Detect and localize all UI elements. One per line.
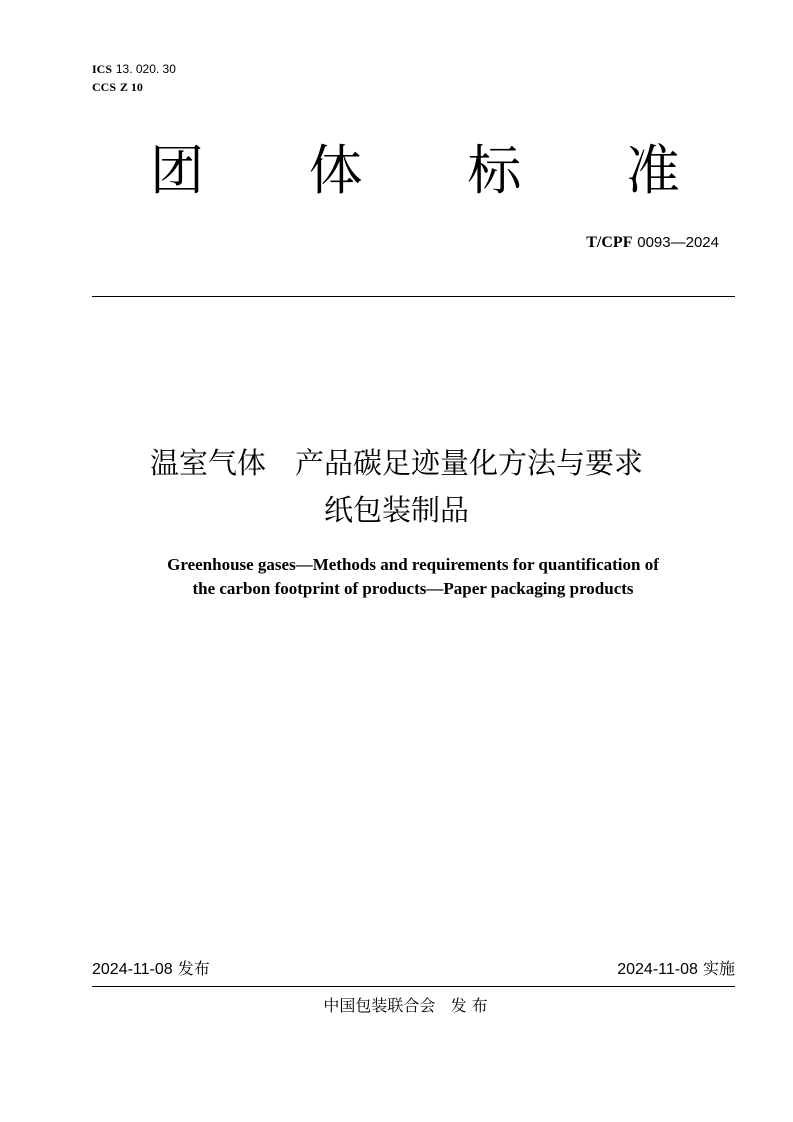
ccs-value: Z 10 xyxy=(119,80,143,94)
ics-code xyxy=(92,60,176,78)
chinese-title-line-2: 纸包装制品 xyxy=(323,493,469,527)
ccs-label: CCS xyxy=(92,80,117,94)
standard-type-char: 标 xyxy=(467,139,522,202)
english-title-line-2: the carbon footprint of products—Paper packaging products xyxy=(192,579,634,598)
publisher-action: 发 布 xyxy=(450,996,488,1015)
chinese-title-line-1: 温室气体 产品碳足迹量化方法与要求 xyxy=(149,446,643,480)
issue-date xyxy=(92,958,210,981)
implementation-date-value: 2024-11-08 xyxy=(617,961,698,978)
bottom-divider xyxy=(92,986,735,987)
standard-type-char: 体 xyxy=(308,139,363,202)
standard-type-heading xyxy=(150,138,680,204)
publisher-line xyxy=(0,994,793,1018)
publisher-name: 中国包装联合会 xyxy=(323,996,436,1015)
classification-codes xyxy=(92,60,176,96)
ics-label: ICS xyxy=(92,62,113,76)
ccs-code xyxy=(92,78,176,96)
standard-number xyxy=(586,233,719,252)
issue-date-value: 2024-11-08 xyxy=(92,961,173,978)
standard-number-prefix: T/CPF xyxy=(586,234,633,251)
standard-type-char: 准 xyxy=(625,139,680,202)
implementation-date xyxy=(617,958,735,981)
english-title-line-1: Greenhouse gases—Methods and requirements for quantification of xyxy=(167,555,659,574)
top-divider xyxy=(92,296,735,297)
ics-value: 13. 020. 30 xyxy=(115,62,176,76)
standard-type-char: 团 xyxy=(150,139,204,202)
implementation-date-label: 实施 xyxy=(702,959,735,978)
issue-date-label: 发布 xyxy=(177,959,210,978)
standard-number-value: 0093—2024 xyxy=(637,234,719,251)
